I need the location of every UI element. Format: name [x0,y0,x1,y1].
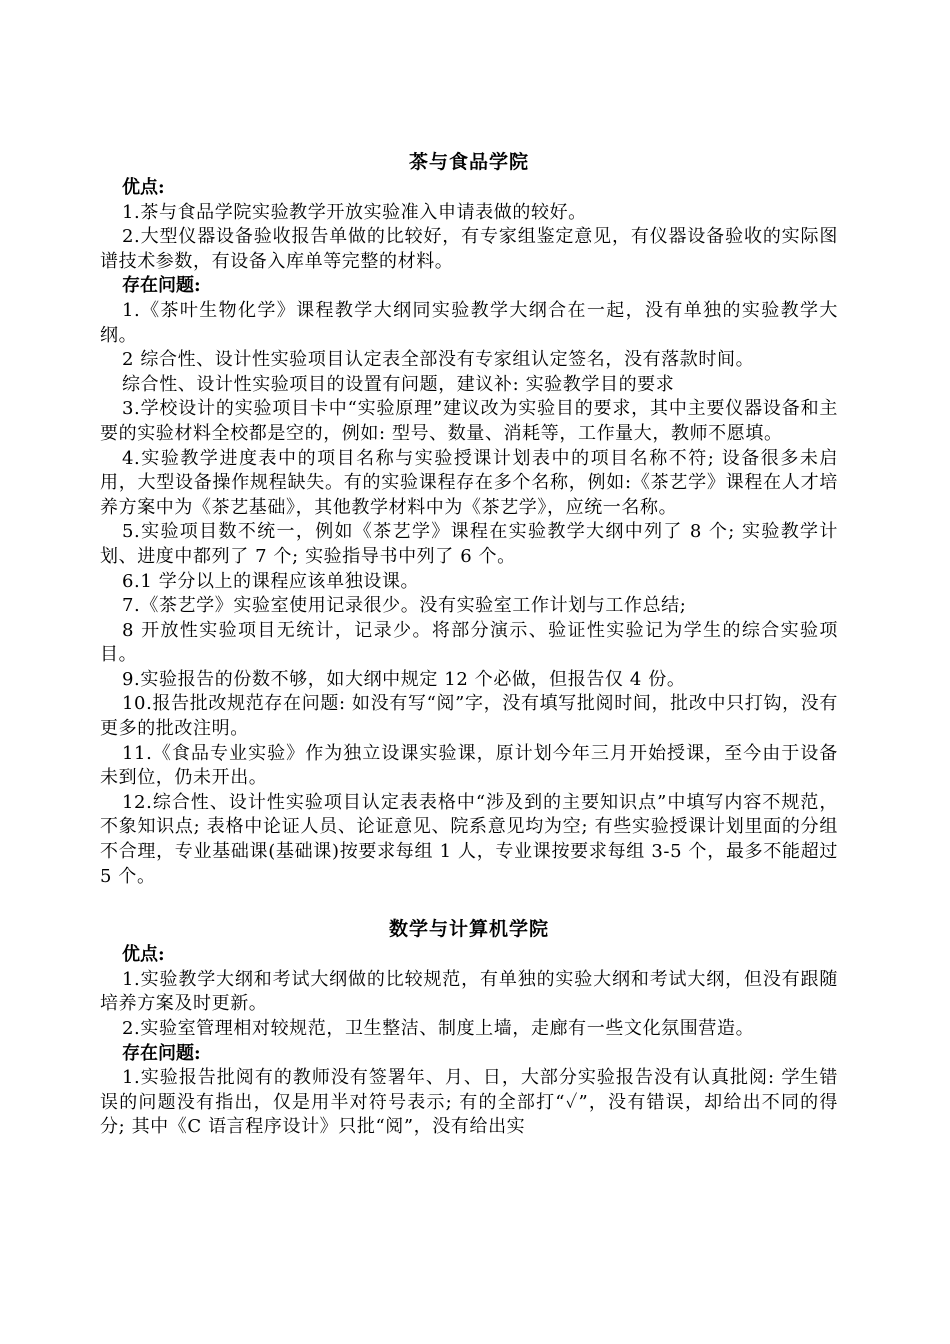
strength-item: 2.大型仪器设备验收报告单做的比较好，有专家组鉴定意见，有仪器设备验收的实际图谱技术参数，有设备入库单等完整的材料。 [100,226,838,272]
issue-item: 5.实验项目数不统一，例如《茶艺学》课程在实验教学大纲中列了 8 个; 实验教学计划、进度中都列了 7 个; 实验指导书中列了 6 个。 [100,521,838,567]
section-title: 茶与食品学院 [408,151,529,173]
issue-item: 9.实验报告的份数不够，如大纲中规定 12 个必做，但报告仅 4 份。 [122,668,686,690]
strength-item: 1.茶与食品学院实验教学开放实验准入申请表做的较好。 [122,201,587,223]
issue-item: 1.《茶叶生物化学》课程教学大纲同实验教学大纲合在一起，没有单独的实验教学大纲。 [100,299,838,346]
strengths-heading: 优点: [122,177,165,198]
college-section-tea-food [100,148,838,889]
issue-item: 2 综合性、设计性实验项目认定表全部没有专家组认定签名，没有落款时间。 [122,349,755,371]
issue-item: 1.实验报告批阅有的教师没有签署年、月、日，大部分实验报告没有认真批阅: 学生错误的问题没有指出，仅是用半对符号表示; 有的全部打“✓”，没有错误，却给出不同的得分; 其中《C 语言程序设计》只批“阅”，没有给出实 [100,1067,838,1138]
issue-item: 8 开放性实验项目无统计，记录少。将部分演示、验证性实验记为学生的综合实验项目。 [100,619,838,666]
document-page [100,148,838,1140]
issue-item: 11.《食品专业实验》作为独立设课实验课，原计划今年三月开始授课，至今由于设备未到位，仍未开出。 [100,742,838,789]
strengths-heading: 优点: [122,944,165,966]
strength-item: 1.实验教学大纲和考试大纲做的比较规范，有单独的实验大纲和考试大纲，但没有跟随培养方案及时更新。 [100,968,838,1015]
issue-item: 12.综合性、设计性实验项目认定表表格中“涉及到的主要知识点”中填写内容不规范，不象知识点; 表格中论证人员、论证意见、院系意见均为空; 有些实验授课计划里面的分组不合理，专业基础课(基础课)按要求每组 1 人，专业课按要求每组 3-5 个，最多不能超过 5 个。 [100,791,838,887]
college-section-math-computer [100,915,838,1140]
issue-item: 10.报告批改规范存在问题: 如没有写“阅”字，没有填写批阅时间，批改中只打钩，没有更多的批改注明。 [100,693,838,740]
issue-item: 6.1 学分以上的课程应该单独设课。 [122,570,420,592]
section-spacer [100,889,838,915]
strength-item: 2.实验室管理相对较规范，卫生整洁、制度上墙，走廊有一些文化氛围营造。 [122,1018,755,1039]
issue-item: 4.实验教学进度表中的项目名称与实验授课计划表中的项目名称不符; 设备很多未启用，大型设备操作规程缺失。有的实验课程存在多个名称，例如:《茶艺学》课程在人才培养方案中为《茶艺基础》，其他教学材料中为《茶艺学》，应统一名称。 [100,447,838,518]
issues-heading: 存在问题: [122,1042,201,1064]
section-title: 数学与计算机学院 [388,918,549,941]
issue-item: 综合性、设计性实验项目的设置有问题，建议补: 实验教学目的要求 [122,373,675,395]
issues-heading: 存在问题: [122,275,201,297]
issue-item: 3.学校设计的实验项目卡中“实验原理”建议改为实验目的要求，其中主要仪器设备和主要的实验材料全校都是空的，例如: 型号、数量、消耗等，工作量大，教师不愿填。 [100,398,838,444]
issue-item: 7.《茶艺学》实验室使用记录很少。没有实验室工作计划与工作总结; [122,595,687,617]
